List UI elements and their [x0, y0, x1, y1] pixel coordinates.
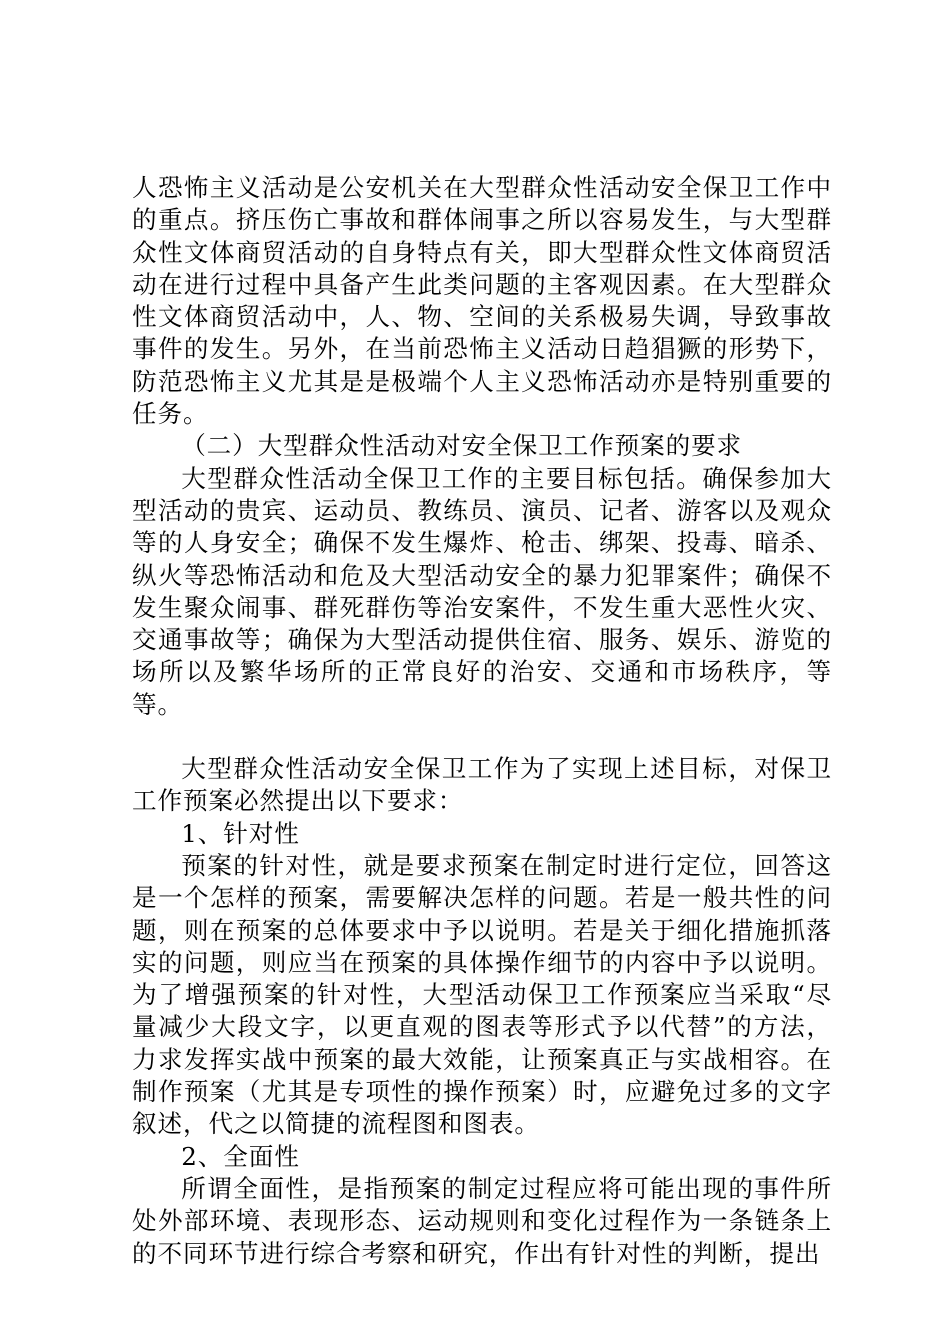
section-heading-requirements: （二）大型群众性活动对安全保卫工作预案的要求: [181, 431, 743, 461]
paragraph-spacer: [132, 721, 832, 753]
paragraph-pertinence: 预案的针对性，就是要求预案在制定时进行定位，回答这是一个怎样的预案，需要解决怎样的问题。若是一般共性的问题，则在预案的总体要求中予以说明。若是关于细化措施抓落实的问题，则应当在预案的具体操作细节的内容中予以说明。为了增强预案的针对性，大型活动保卫工作预案应当采取“尽量减少大段文字，以更直观的图表等形式予以代替”的方法，力求发挥实战中预案的最大效能，让预案真正与实战相容。在制作预案（尤其是专项性的操作预案）时，应避免过多的文字叙述，代之以简捷的流程图和图表。: [132, 850, 832, 1139]
paragraph-terrorism-focus: 人恐怖主义活动是公安机关在大型群众性活动安全保卫工作中的重点。挤压伤亡事故和群体闹事之所以容易发生，与大型群众性文体商贸活动的自身特点有关，即大型群众性文体商贸活动在进行过程中具备产生此类问题的主客观因素。在大型群众性文体商贸活动中，人、物、空间的关系极易失调，导致事故事件的发生。另外，在当前恐怖主义活动日趋猖獗的形势下，防范恐怖主义尤其是是极端个人主义恐怖活动亦是特别重要的任务。: [132, 173, 832, 429]
document-page: [132, 172, 832, 1270]
paragraph-requirements-intro: 大型群众性活动安全保卫工作为了实现上述目标，对保卫工作预案必然提出以下要求：: [132, 754, 832, 816]
subheading-pertinence: 1、针对性: [181, 818, 300, 848]
paragraph-comprehensiveness: 所谓全面性，是指预案的制定过程应将可能出现的事件所处外部环境、表现形态、运动规则和变化过程作为一条链条上的不同环节进行综合考察和研究，作出有针对性的判断，提出: [132, 1173, 832, 1268]
subheading-comprehensiveness: 2、全面性: [181, 1141, 300, 1171]
paragraph-main-goals: 大型群众性活动全保卫工作的主要目标包括。确保参加大型活动的贵宾、运动员、教练员、演员、记者、游客以及观众等的人身安全；确保不发生爆炸、枪击、绑架、投毒、暗杀、纵火等恐怖活动和危及大型活动安全的暴力犯罪案件；确保不发生聚众闹事、群死群伤等治安案件，不发生重大恶性火灾、交通事故等；确保为大型活动提供住宿、服务、娱乐、游览的场所以及繁华场所的正常良好的治安、交通和市场秩序，等等。: [132, 463, 832, 719]
